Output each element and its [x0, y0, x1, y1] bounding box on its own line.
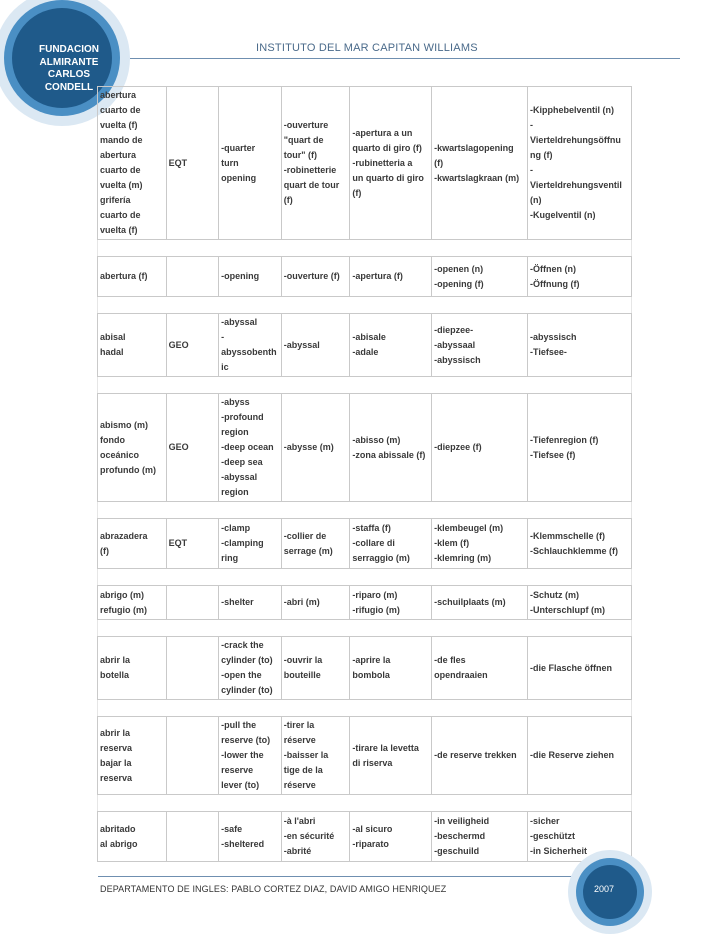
org-name: [34, 44, 104, 94]
term-english: -abyssal - abyssobenth ic: [219, 314, 282, 377]
glossary-table: [97, 86, 632, 862]
footer-credits: DEPARTAMENTO DE INGLES: PABLO CORTEZ DIAZ, DAVID AMIGO HENRIQUEZ: [100, 884, 447, 894]
term-french: -ouverture (f): [281, 257, 350, 297]
term-category: EQT: [166, 519, 218, 569]
table-row: [98, 717, 632, 795]
term-french: -abri (m): [281, 586, 350, 620]
footer-rule: [98, 876, 573, 877]
footer-corner-graphic: [560, 842, 728, 942]
term-german: -Öffnen (n) -Öffnung (f): [527, 257, 631, 297]
term-english: -shelter: [219, 586, 282, 620]
table-row: [98, 812, 632, 862]
term-french: -abyssal: [281, 314, 350, 377]
term-category: [166, 586, 218, 620]
org-line: FUNDACION: [39, 44, 99, 55]
term-italian: -aprire la bombola: [350, 637, 432, 700]
row-spacer: [98, 795, 632, 812]
term-english: -clamp -clamping ring: [219, 519, 282, 569]
term-spanish: abrir la botella: [98, 637, 167, 700]
page-title: INSTITUTO DEL MAR CAPITAN WILLIAMS: [256, 42, 478, 54]
footer-year: 2007: [594, 884, 615, 894]
row-spacer-cell: [98, 620, 632, 637]
row-spacer: [98, 240, 632, 257]
row-spacer: [98, 700, 632, 717]
term-english: -quarter turn opening: [219, 87, 282, 240]
term-italian: -al sicuro -riparato: [350, 812, 432, 862]
table-row: [98, 257, 632, 297]
term-spanish: abisal hadal: [98, 314, 167, 377]
row-spacer: [98, 569, 632, 586]
term-dutch: -diepzee- -abyssaal -abyssisch: [432, 314, 528, 377]
term-italian: -apertura (f): [350, 257, 432, 297]
term-english: -abyss -profound region -deep ocean -deep sea -abyssal region: [219, 394, 282, 502]
row-spacer-cell: [98, 240, 632, 257]
row-spacer: [98, 620, 632, 637]
term-spanish: abritado al abrigo: [98, 812, 167, 862]
row-spacer: [98, 502, 632, 519]
term-dutch: -in veiligheid -beschermd -geschuild: [432, 812, 528, 862]
term-italian: -apertura a un quarto di giro (f) -rubinetteria a un quarto di giro (f): [350, 87, 432, 240]
table-row: [98, 394, 632, 502]
term-english: -crack the cylinder (to) -open the cylinder (to): [219, 637, 282, 700]
term-german: -abyssisch -Tiefsee-: [527, 314, 631, 377]
term-italian: -abisale -adale: [350, 314, 432, 377]
term-category: [166, 637, 218, 700]
table-row: [98, 519, 632, 569]
org-line: CARLOS: [47, 69, 91, 80]
org-line: ALMIRANTE: [39, 56, 99, 68]
term-spanish: abrigo (m) refugio (m): [98, 586, 167, 620]
term-english: -pull the reserve (to) -lower the reserve lever (to): [219, 717, 282, 795]
row-spacer: [98, 377, 632, 394]
glossary-body: [98, 87, 632, 862]
term-italian: -staffa (f) -collare di serraggio (m): [350, 519, 432, 569]
term-category: EQT: [166, 87, 218, 240]
term-french: -ouvrir la bouteille: [281, 637, 350, 700]
row-spacer-cell: [98, 297, 632, 314]
row-spacer-cell: [98, 502, 632, 519]
term-italian: -abisso (m) -zona abissale (f): [350, 394, 432, 502]
term-german: -Tiefenregion (f) -Tiefsee (f): [527, 394, 631, 502]
table-row: [98, 87, 632, 240]
term-category: [166, 812, 218, 862]
term-spanish: abismo (m) fondo oceánico profundo (m): [98, 394, 167, 502]
row-spacer-cell: [98, 569, 632, 586]
term-dutch: -diepzee (f): [432, 394, 528, 502]
term-french: -à l'abri -en sécurité -abrité: [281, 812, 350, 862]
term-french: -tirer la réserve -baisser la tige de la réserve: [281, 717, 350, 795]
term-italian: -tirare la levetta di riserva: [350, 717, 432, 795]
table-row: [98, 586, 632, 620]
term-dutch: -de fles opendraaien: [432, 637, 528, 700]
term-dutch: -openen (n) -opening (f): [432, 257, 528, 297]
term-english: -safe -sheltered: [219, 812, 282, 862]
term-german: -die Flasche öffnen: [527, 637, 631, 700]
row-spacer-cell: [98, 700, 632, 717]
term-category: GEO: [166, 394, 218, 502]
term-dutch: -kwartslagopening (f) -kwartslagkraan (m): [432, 87, 528, 240]
header-rule: [130, 58, 680, 59]
row-spacer-cell: [98, 377, 632, 394]
term-spanish: abrir la reserva bajar la reserva: [98, 717, 167, 795]
row-spacer-cell: [98, 795, 632, 812]
term-english: -opening: [219, 257, 282, 297]
term-spanish: abertura (f): [98, 257, 167, 297]
term-french: -collier de serrage (m): [281, 519, 350, 569]
term-german: -Klemmschelle (f) -Schlauchklemme (f): [527, 519, 631, 569]
term-german: -die Reserve ziehen: [527, 717, 631, 795]
term-dutch: -klembeugel (m) -klem (f) -klemring (m): [432, 519, 528, 569]
term-german: -Schutz (m) -Unterschlupf (m): [527, 586, 631, 620]
term-category: [166, 717, 218, 795]
term-italian: -riparo (m) -rifugio (m): [350, 586, 432, 620]
term-dutch: -de reserve trekken: [432, 717, 528, 795]
term-french: -ouverture "quart de tour" (f) -robinetterie quart de tour (f): [281, 87, 350, 240]
term-german: -Kipphebelventil (n) - Vierteldrehungsöffnu ng (f) - Vierteldrehungsventil (n) -Kugelventil (n): [527, 87, 631, 240]
term-spanish: abertura cuarto de vuelta (f) mando de abertura cuarto de vuelta (m) grifería cuarto de vuelta (f): [98, 87, 167, 240]
term-category: GEO: [166, 314, 218, 377]
term-category: [166, 257, 218, 297]
term-dutch: -schuilplaats (m): [432, 586, 528, 620]
term-german: -sicher -geschützt -in Sicherheit: [527, 812, 631, 862]
term-spanish: abrazadera (f): [98, 519, 167, 569]
table-row: [98, 637, 632, 700]
term-french: -abysse (m): [281, 394, 350, 502]
row-spacer: [98, 297, 632, 314]
org-line: CONDELL: [44, 81, 94, 93]
table-row: [98, 314, 632, 377]
